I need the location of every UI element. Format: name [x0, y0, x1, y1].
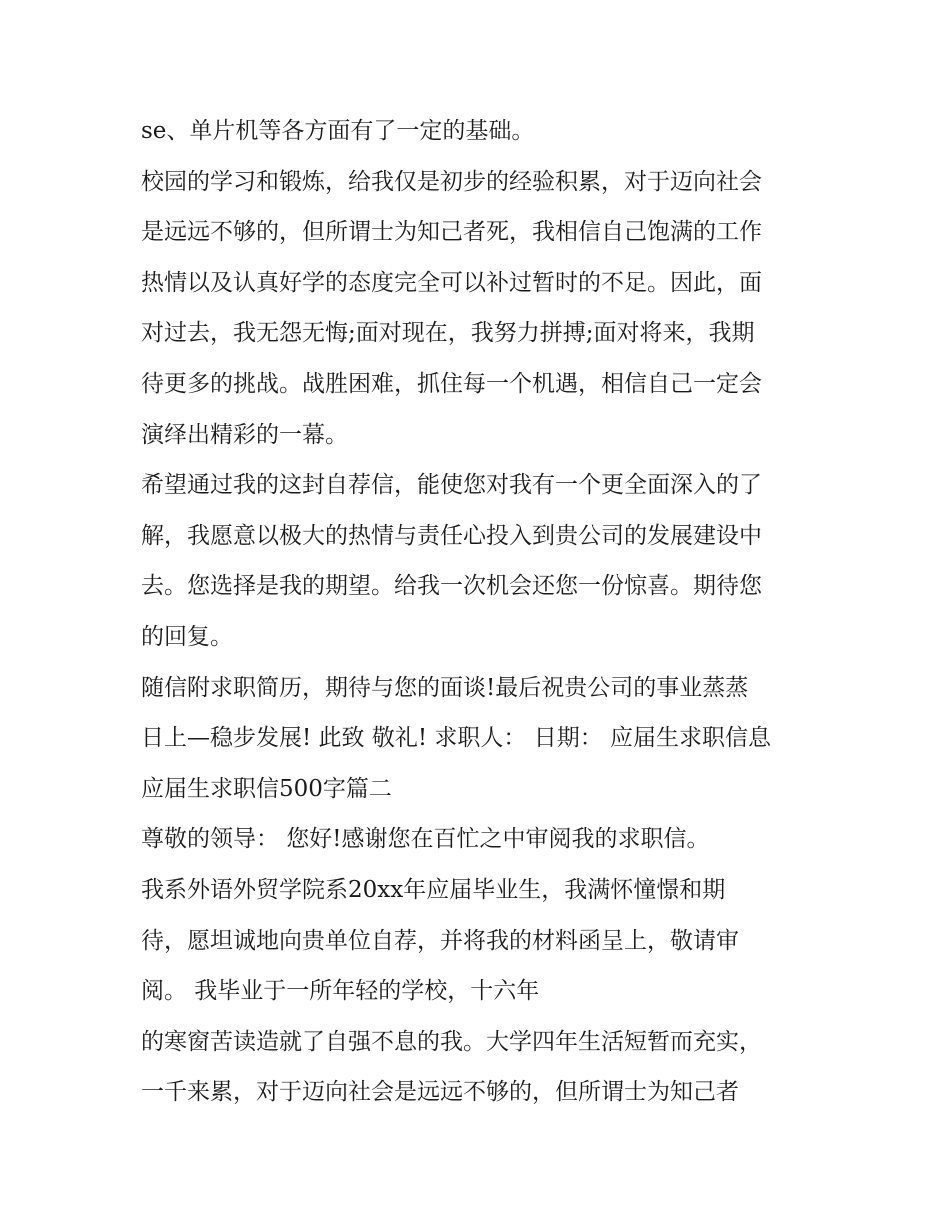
text-line: 解，我愿意以极大的热情与责任心投入到贵公司的发展建设中 — [141, 522, 762, 549]
text-line: se、单片机等各方面有了一定的基础。 — [141, 118, 535, 144]
text-line: 校园的学习和锻炼，给我仅是初步的经验积累，对于迈向社会 — [141, 168, 762, 195]
text-line: 阅。 我毕业于一所年轻的学校，十六年 — [141, 978, 540, 1005]
document-body — [141, 106, 821, 1118]
text-line: 希望通过我的这封自荐信，能使您对我有一个更全面深入的了 — [141, 472, 762, 499]
text-line: 的回复。 — [141, 623, 233, 650]
text-line: 对过去，我无怨无悔;面对现在，我努力拼搏;面对将来，我期 — [141, 320, 755, 347]
text-line: 待更多的挑战。战胜困难，抓住每一个机遇，相信自己一定会 — [141, 370, 762, 397]
text-line: 热情以及认真好学的态度完全可以补过暂时的不足。因此，面 — [141, 269, 762, 296]
text-line: 待，愿坦诚地向贵单位自荐，并将我的材料函呈上，敬请审 — [141, 927, 739, 954]
text-line: 随信附求职简历，期待与您的面谈!最后祝贵公司的事业蒸蒸 — [141, 674, 749, 701]
text-line: 去。您选择是我的期望。给我一次机会还您一份惊喜。期待您 — [141, 573, 762, 600]
text-line: 日上—稳步发展! 此致 敬礼! 求职人： 日期： 应届生求职信息 — [141, 725, 772, 752]
text-line: 的寒窗苦读造就了自强不息的我。大学四年生活短暂而充实， — [141, 1028, 762, 1055]
text-line: 尊敬的领导： 您好!感谢您在百忙之中审阅我的求职信。 — [141, 826, 710, 853]
text-line: 一千来累，对于迈向社会是远远不够的，但所谓士为知己者 — [141, 1079, 739, 1106]
text-line: 应届生求职信500字篇二 — [141, 775, 392, 802]
text-line: 是远远不够的，但所谓士为知己者死，我相信自己饱满的工作 — [141, 219, 762, 246]
text-line: 演绎出精彩的一幕。 — [141, 421, 348, 448]
text-line: 我系外语外贸学院系20xx年应届毕业生，我满怀憧憬和期 — [141, 876, 726, 903]
